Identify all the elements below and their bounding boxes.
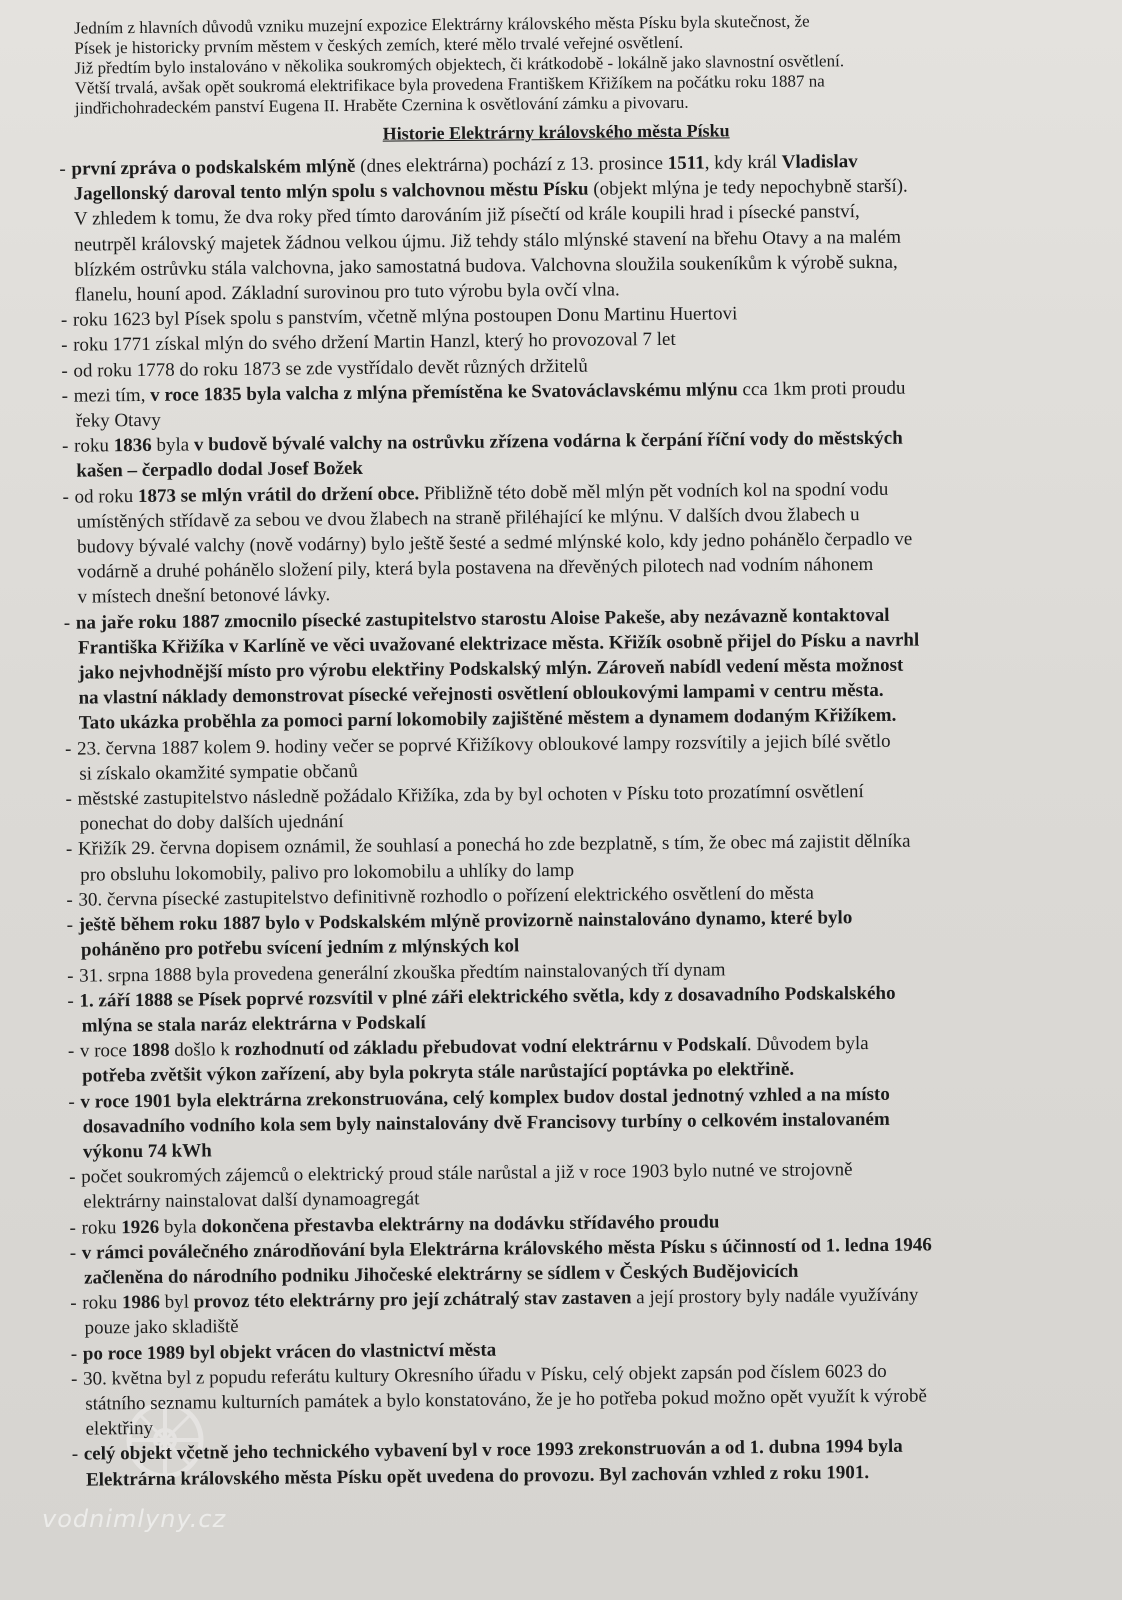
text: řeky Otavy xyxy=(75,409,161,432)
text: v místech dnešní betonové lávky. xyxy=(77,584,331,609)
bold-text: v roce 1901 byla elektrárna zrekonstruována, celý komplex budov dostal jednotný vzhled a na místo xyxy=(80,1083,890,1113)
bold-text: na jaře roku 1887 zmocnilo písecké zastupitelstvo starostu Aloise Pakeše, aby nezávazně kontaktoval xyxy=(75,604,890,634)
history-list-item xyxy=(41,147,1072,308)
intro-line: Větší trvalá, avšak opět soukromá elektrifikace byla provedena Františkem Křižíkem na počátku roku 1887 na xyxy=(74,71,825,98)
bold-text: dosavadního vodního kola sem byly nainstalovány dvě Francisovy turbíny o celkovém instalovaném xyxy=(82,1108,890,1138)
intro-line: Jedním z hlavních důvodů vzniku muzejní expozice Elektrárny královského města Písku byla skutečnost, že xyxy=(74,11,810,38)
bold-text: Elektrárna královského města Písku opět uvedena do provozu. Byl zachován vzhled z roku 1901. xyxy=(85,1461,870,1491)
history-list-item xyxy=(54,1432,1084,1492)
text: roku 1623 byl Písek spolu s panstvím, včetně mlýna postoupen Donu Martinu Huertovi xyxy=(72,303,738,331)
bold-text: po roce 1989 byl objekt vrácen do vlastnictví města xyxy=(82,1339,497,1365)
text: cca 1km proti proudu xyxy=(737,377,906,401)
text: došlo k xyxy=(169,1039,235,1061)
bold-text: začleněna do národního podniku Jihočeské elektrárny se sídlem v Českých Budějovicích xyxy=(84,1260,799,1289)
text: elektřiny xyxy=(85,1418,154,1440)
text: byl xyxy=(159,1291,194,1313)
text: od roku xyxy=(74,485,139,508)
bold-text: poháněno pro potřebu svícení jedním z mlýnských kol xyxy=(80,935,520,961)
text: 30. června písecké zastupitelstvo definitivně rozhodlo o pořízení elektrického osvětlení do města xyxy=(78,882,815,911)
text: flanelu, houní apod. Základní surovinou pro tuto výrobu byla ovčí vlna. xyxy=(74,279,620,306)
section-title: Historie Elektrárny královského města Písku xyxy=(382,120,730,144)
text: roku xyxy=(82,1292,123,1314)
text: si získalo okamžité sympatie občanů xyxy=(79,760,358,785)
text: ponechat do doby dalších ujednání xyxy=(79,811,344,835)
bold-text: dokončena přestavba elektrárny na dodávku střídavého proudu xyxy=(201,1211,720,1237)
text: a její prostory byly nadále využívány xyxy=(631,1284,919,1309)
text: počet soukromých zájemců o elektrický proud stále narůstal a již v roce 1903 bylo nutné ve strojovně xyxy=(81,1159,853,1188)
intro-line: jindřichohradeckém panství Eugena II. Hraběte Czernina k osvětlování zámku a pivovaru. xyxy=(74,92,689,118)
bold-text: 1926 xyxy=(121,1216,160,1238)
bold-text: provoz této elektrárny pro její zchátralý stav zastaven xyxy=(193,1287,632,1313)
text: městské zastupitelstvo následně požádalo Křižíka, zda by byl ochoten v Písku toto prozatímní osvětlení xyxy=(77,781,864,810)
bold-text: Tato ukázka proběhla za pomoci parní lokomobily zajištěné městem a dynamem dodaným Křižíkem. xyxy=(78,705,897,735)
text: od roku 1778 do roku 1873 se zde vystřídalo devět různých držitelů xyxy=(73,355,588,382)
bold-text: rozhodnutí od základu přebudovat vodní elektrárnu v Podskalí xyxy=(234,1034,747,1061)
text: roku xyxy=(81,1216,122,1239)
bold-text: potřeba zvětšit výkon zařízení, aby byla pokryta stále narůstající poptávka po elektřině. xyxy=(82,1059,795,1087)
bold-text: Vladislav xyxy=(781,151,858,173)
bold-text: v budově bývalé valchy na ostrůvku zřízena vodárna k čerpání říční vody do městských xyxy=(193,427,903,456)
bold-text: mlýna se stala naráz elektrárna v Podskalí xyxy=(81,1012,426,1037)
history-list-item xyxy=(50,1080,1081,1165)
text: pro obsluhu lokomobily, palivo pro lokomobilu a uhlíky do lamp xyxy=(80,859,575,886)
bold-text: v roce 1835 byla valcha z mlýna přemístěna ke Svatováclavskému mlýnu xyxy=(150,379,738,406)
text: vodárně a druhé pohánělo složení pily, která byla postavena na dřevěných pilotech nad vodním náhonem xyxy=(77,554,874,583)
text: státního seznamu kulturních památek a bylo konstatováno, že je ho potřeba pokud možno opět využít k výrobě xyxy=(85,1385,927,1415)
history-list-item xyxy=(53,1357,1084,1442)
text: (objekt mlýna je tedy nepochybně starší). xyxy=(588,175,908,200)
bold-text: 1986 xyxy=(121,1291,161,1314)
bold-text: na vlastní náklady demonstrovat písecké veřejnosti osvětlení obloukovými lampami v centru města. xyxy=(78,680,884,709)
text: roku 1771 získal mlýn do svého držení Martin Hanzl, který ho provozoval 7 let xyxy=(73,329,676,357)
text: budovy bývalé valchy (nově vodárny) bylo ještě šesté a sedmé mlýnské kolo, kdy jedno pohánělo čerpadlo ve xyxy=(76,528,913,558)
text: Přibližně této době měl mlýn pět vodních kol na spodní vodu xyxy=(419,478,889,504)
bold-text: 1873 se mlýn vrátil do držení obce. xyxy=(137,482,420,507)
intro-line: Písek je historicky prvním městem v českých zemích, které mělo trvalé veřejné osvětlení. xyxy=(74,32,684,58)
history-list-item xyxy=(44,475,1075,611)
text: , kdy král xyxy=(704,151,782,174)
bold-text: 1898 xyxy=(131,1039,170,1062)
bold-text: 1. září 1888 se Písek poprvé rozsvítil v plné záři elektrického světla, kdy z dosavadního Podskalského xyxy=(79,982,896,1012)
bold-text: kašen – čerpadlo dodal Josef Božek xyxy=(76,458,364,483)
bold-text: první zpráva o podskalském mlýně xyxy=(71,155,356,180)
bold-text: 1836 xyxy=(113,435,152,457)
history-list-item xyxy=(46,601,1077,737)
text: byla xyxy=(159,1215,202,1238)
text: byla xyxy=(151,434,195,457)
bold-text: jako nejvhodnější místo pro výrobu elektřiny Podskalský mlýn. Zároveň nabídl vedení města možnost xyxy=(78,654,904,684)
text: 31. srpna 1888 byla provedena generální zkouška předtím nainstalovaných tří dynam xyxy=(79,958,726,987)
bold-text: Františka Křižíka v Karlíně ve věci uvažované elektrizace města. Křižík osobně přijel do Písku a navrhl xyxy=(77,629,920,659)
text: mezi tím, xyxy=(73,384,151,407)
intro-line: Již předtím bylo instalováno v několika soukromých objektech, či krátkodobě - lokálně jako slavnostní osvětlení. xyxy=(74,51,845,78)
site-watermark: vodnimlyny.cz xyxy=(42,1505,227,1533)
bold-text: ještě během roku 1887 bylo v Podskalském mlýně provizorně nainstalováno dynamo, které bylo xyxy=(78,907,853,936)
text: . Důvodem byla xyxy=(746,1033,869,1056)
text: (dnes elektrárna) pochází z 13. prosince xyxy=(355,152,668,177)
text: blízkém ostrůvku stála valchovna, jako samostatná budova. Valchovna sloužila soukeníkům k výrobě sukna, xyxy=(74,251,898,281)
text: Křižík 29. června dopisem oznámil, že souhlasí a ponechá ho zde bezplatně, s tím, že obec má zajistit dělníka xyxy=(77,831,911,861)
intro-paragraph xyxy=(40,9,1071,119)
bold-text: celý objekt včetně jeho technického vybavení byl v roce 1993 zrekonstruován a od 1. dubna 1994 byla xyxy=(83,1436,903,1465)
text: neutrpěl královský majetek žádnou velkou újmu. Již tehdy stálo mlýnské stavení na břehu Otavy a na malém xyxy=(74,226,902,256)
document-content xyxy=(40,9,1084,1493)
text: 23. června 1887 kolem 9. hodiny večer se poprvé Křižíkovy obloukové lampy rozsvítily a jejich bílé světlo xyxy=(76,730,891,760)
text: elektrárny nainstalovat další dynamoagregát xyxy=(83,1188,420,1213)
history-list xyxy=(41,147,1084,1493)
bold-text: v rámci poválečného znárodňování byla Elektrárna královského města Písku s účinností od 1. ledna 1946 xyxy=(81,1234,932,1264)
text: roku xyxy=(74,435,114,457)
text: umístěných střídavě za sebou ve dvou žlabech na straně přiléhající ke mlýnu. V dalších dvou žlabech u xyxy=(76,503,860,533)
text: v roce xyxy=(79,1040,132,1062)
text: V zhledem k tomu, že dva roky před tímto darováním již písečtí od krále koupili hrad i písecké panství, xyxy=(73,201,860,231)
bold-text: výkonu 74 kWh xyxy=(82,1140,212,1163)
bold-text: Jagellonský daroval tento mlýn spolu s valchovnou městu Písku xyxy=(73,178,589,205)
text: 30. května byl z popudu referátu kultury Okresního úřadu v Písku, celý objekt zapsán pod číslem 6023 do xyxy=(82,1360,887,1390)
text: pouze jako skladiště xyxy=(84,1316,239,1339)
bold-text: 1511 xyxy=(667,152,705,174)
